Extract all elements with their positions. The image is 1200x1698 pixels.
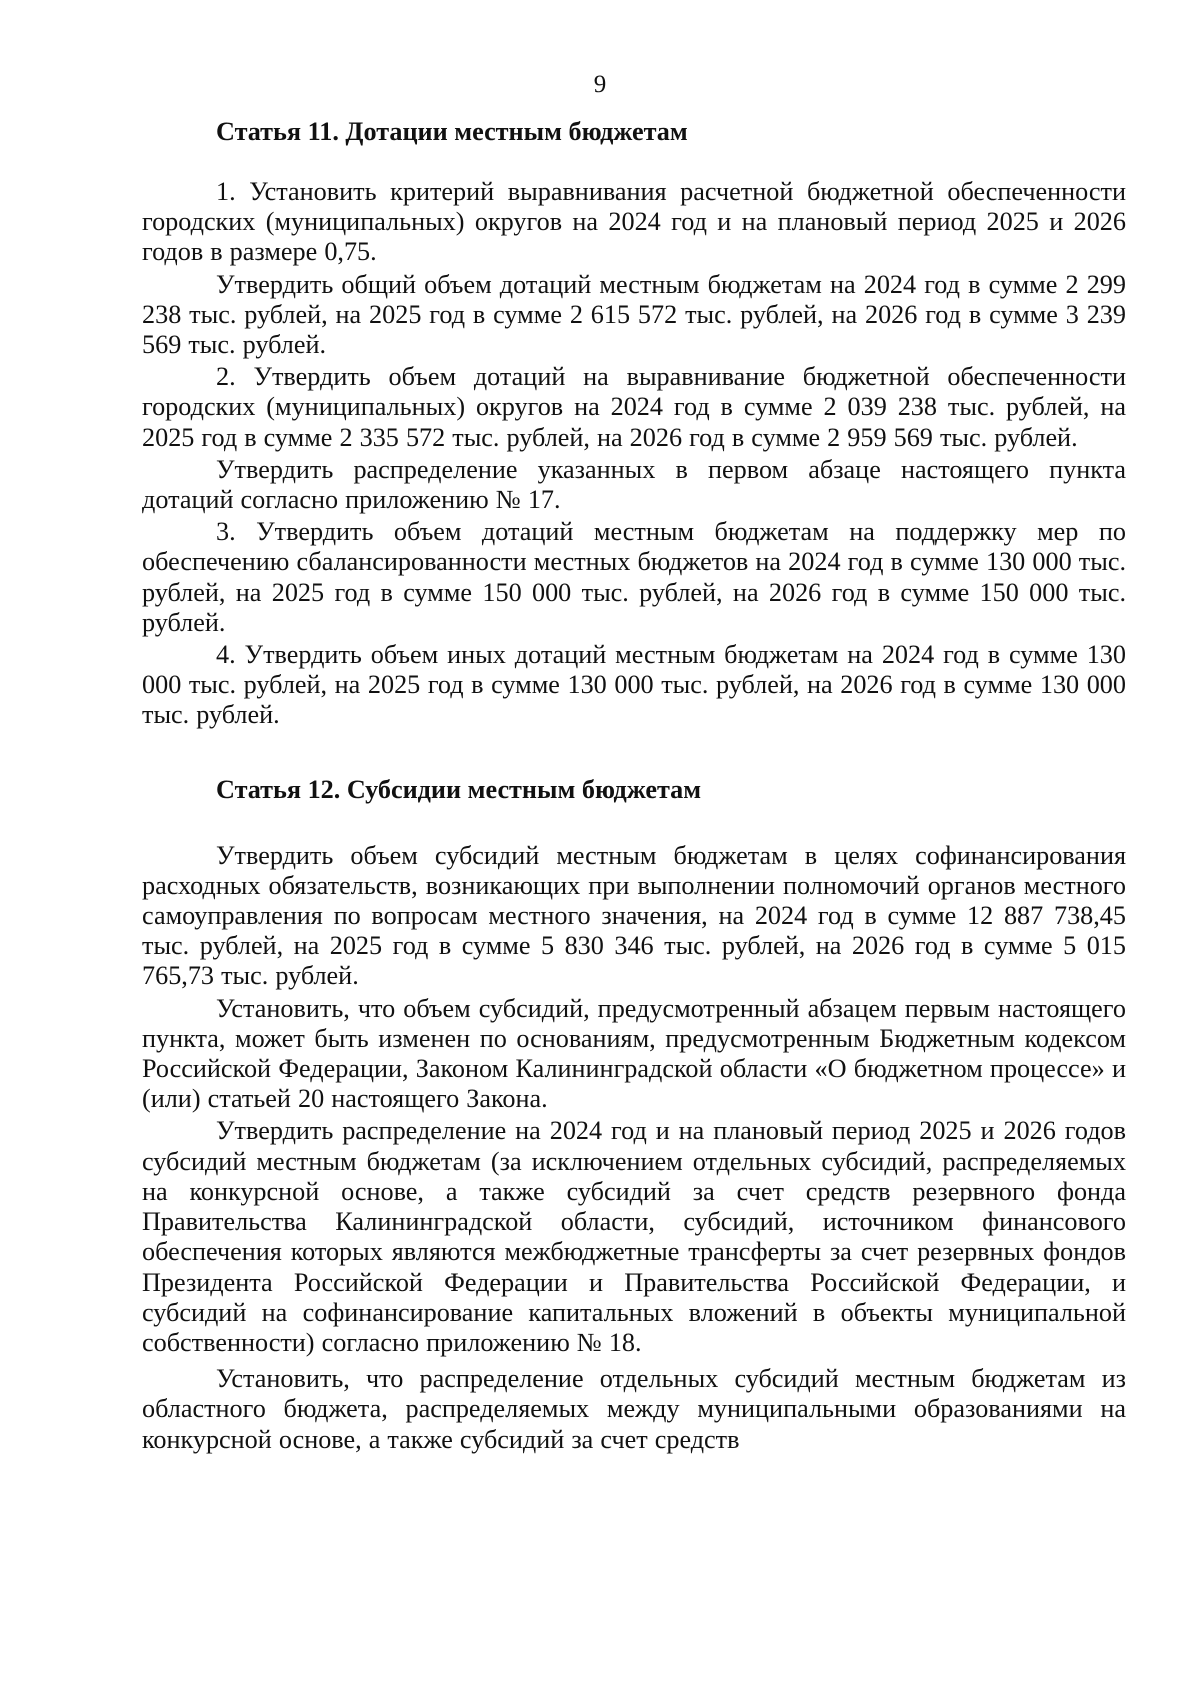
article-12-paragraph-3: Утвердить распределение на 2024 год и на плановый период 2025 и 2026 годов субсидий местным бюджетам (за исключением отдельных субсидий, распределяемых на конкурсной основе, а также субсидий за счет средств резервного фонда Правительства Калининградской области, субсидий, источником финансового обеспечения которых являются межбюджетные трансферты за счет резервных фондов Президента Российской Федерации и Правительства Российской Федерации, и субсидий на софинансирование капитальных вложений в объекты муниципальной собственности) согласно приложению № 18. [142,1116,1126,1357]
article-11 [142,117,1126,731]
article-11-paragraph-1: 1. Установить критерий выравнивания расчетной бюджетной обеспеченности городских (муниципальных) округов на 2024 год и на плановый период 2025 и 2026 годов в размере 0,75. [142,177,1126,267]
article-11-paragraph-2: Утвердить общий объем дотаций местным бюджетам на 2024 год в сумме 2 299 238 тыс. рублей, на 2025 год в сумме 2 615 572 тыс. рублей, на 2026 год в сумме 3 239 569 тыс. рублей. [142,269,1126,360]
article-11-paragraph-6: 4. Утвердить объем иных дотаций местным бюджетам на 2024 год в сумме 130 000 тыс. рублей, на 2025 год в сумме 130 000 тыс. рублей, на 2026 год в сумме 130 000 тыс. рублей. [142,640,1126,730]
article-11-paragraph-3: 2. Утвердить объем дотаций на выравнивание бюджетной обеспеченности городских (муниципальных) округов на 2024 год в сумме 2 039 238 тыс. рублей, на 2025 год в сумме 2 335 572 тыс. рублей, на 2026 год в сумме 2 959 569 тыс. рублей. [142,362,1126,452]
article-11-heading: Статья 11. Дотации местным бюджетам [216,117,688,146]
article-11-paragraph-4: Утвердить распределение указанных в первом абзаце настоящего пункта дотаций согласно приложению № 17. [142,454,1126,515]
article-12-heading: Статья 12. Субсидии местным бюджетам [216,774,702,804]
page-number: 9 [593,71,607,98]
article-12-paragraph-1: Утвердить объем субсидий местным бюджетам в целях софинансирования расходных обязательств, возникающих при выполнении полномочий органов местного самоуправления по вопросам местного значения, на 2024 год в сумме 12 887 738,45 тыс. рублей, на 2025 год в сумме 5 830 346 тыс. рублей, на 2026 год в сумме 5 015 765,73 тыс. рублей. [142,840,1126,991]
article-11-paragraph-5: 3. Утвердить объем дотаций местным бюджетам на поддержку мер по обеспечению сбалансированности местных бюджетов на 2024 год в сумме 130 000 тыс. рублей, на 2025 год в сумме 150 000 тыс. рублей, на 2026 год в сумме 150 000 тыс. рублей. [142,517,1126,637]
article-12-paragraph-2: Установить, что объем субсидий, предусмотренный абзацем первым настоящего пункта, может быть изменен по основаниям, предусмотренным Бюджетным кодексом Российской Федерации, Законом Калининградской области «О бюджетном процессе» и (или) статьей 20 настоящего Закона. [142,993,1126,1114]
article-12-paragraph-4: Установить, что распределение отдельных субсидий местным бюджетам из областного бюджета, распределяемых между муниципальными образованиями на конкурсной основе, а также субсидий за счет средств [142,1364,1126,1454]
document-body [142,117,1126,1455]
article-12 [142,775,1126,1455]
